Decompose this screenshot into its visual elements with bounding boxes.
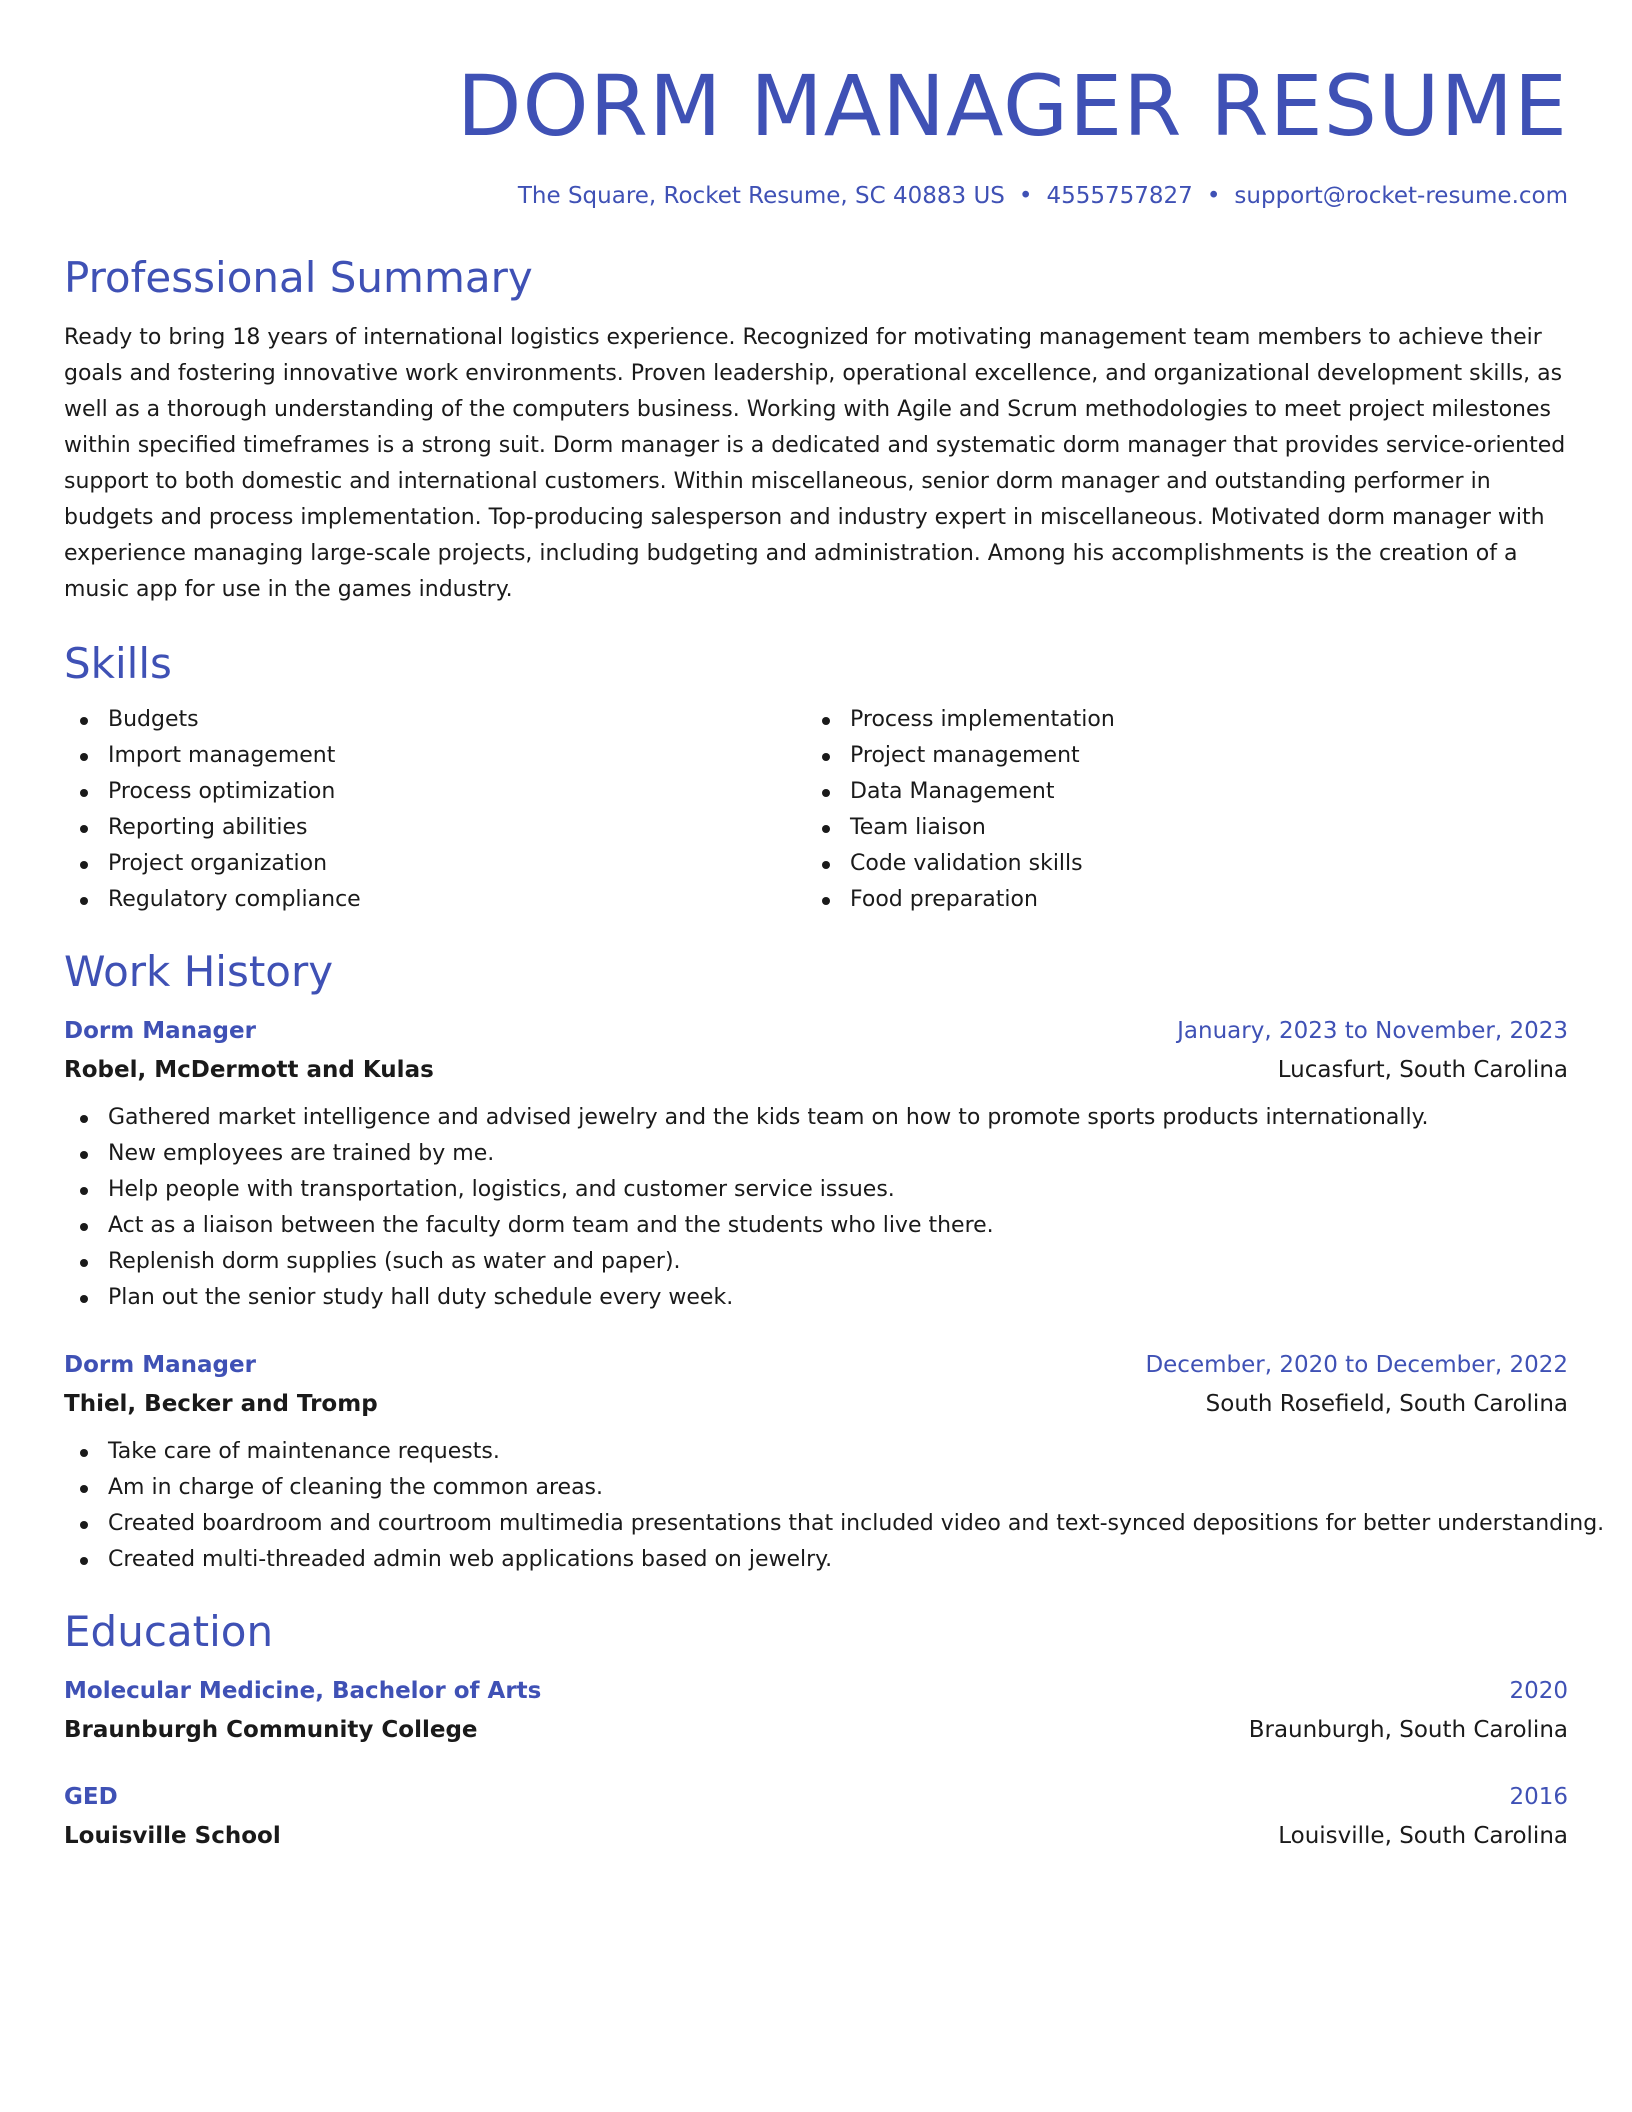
bullet-dot [80,1187,88,1195]
bullet-dot [80,1259,88,1267]
job-location: South Rosefield, South Carolina [1205,1391,1568,1417]
education-entry-subheader [64,1710,1568,1750]
job-bullet: Take care of maintenance requests. [64,1434,1568,1470]
skill-item: Process implementation [806,702,1548,738]
job-role: Dorm Manager [64,1018,256,1044]
job-bullet: Help people with transportation, logistics, and customer service issues. [64,1172,1568,1208]
bullet-dot [80,753,88,761]
education-location: Louisville, South Carolina [1278,1823,1568,1849]
contact-address: The Square, Rocket Resume, SC 40883 US [517,183,1005,209]
bullet-dot [822,753,830,761]
bullet-dot [822,789,830,797]
skill-item: Food preparation [806,882,1548,918]
bullet-dot [80,789,88,797]
contact-separator: • [1018,183,1033,209]
contact-separator: • [1206,183,1221,209]
skill-item: Project management [806,738,1548,774]
skill-item: Import management [64,738,806,774]
bullet-dot [80,1521,88,1529]
bullet-dot [80,825,88,833]
resume-header [64,56,1568,212]
bullet-dot [80,1449,88,1457]
bullet-dot [822,897,830,905]
bullet-dot [80,1115,88,1123]
bullet-dot [80,717,88,725]
work-entry-header [64,1346,1568,1384]
job-dates: December, 2020 to December, 2022 [1145,1352,1568,1378]
skill-item: Budgets [64,702,806,738]
bullet-dot [822,825,830,833]
education-entry-header [64,1778,1568,1816]
bullet-dot [80,1557,88,1565]
education-year: 2020 [1509,1678,1568,1704]
summary-text: Ready to bring 18 years of international logistics experience. Recognized for motivating management team members to achieve their goals and fostering innovative work environments. Proven leadership, operational excellence, and organizational development skills, as well as a thorough understanding of the computers business. Working with Agile and Scrum methodologies to meet project milestones within specified timeframes is a strong suit. Dorm manager is a dedicated and systematic dorm manager that provides service-oriented support to both domestic and international customers. Within miscellaneous, senior dorm manager and outstanding performer in budgets and process implementation. Top-producing salesperson and industry expert in miscellaneous. Motivated dorm manager with experience managing large-scale projects, including budgeting and administration. Among his accomplishments is the creation of a music app for use in the games industry. [64,325,1566,602]
job-bullet: Am in charge of cleaning the common areas. [64,1470,1568,1506]
education-year: 2016 [1509,1784,1568,1810]
bullet-dot [80,897,88,905]
education-school: Louisville School [64,1823,281,1849]
job-bullet: Plan out the senior study hall duty schedule every week. [64,1280,1568,1316]
skill-item: Team liaison [806,810,1548,846]
contact-phone: 4555757827 [1046,183,1193,209]
education-entry-header [64,1672,1568,1710]
work-entry [64,1346,1605,1578]
job-bullets [64,1434,1605,1578]
job-company: Thiel, Becker and Tromp [64,1391,378,1417]
bullet-dot [822,861,830,869]
bullet-dot [80,1151,88,1159]
summary-heading: Professional Summary [64,253,533,302]
skills-grid [64,702,1568,918]
resume-title: DORM MANAGER RESUME [456,57,1568,155]
education-entry [64,1672,1568,1750]
education-degree: Molecular Medicine, Bachelor of Arts [64,1678,542,1704]
job-bullet: New employees are trained by me. [64,1136,1568,1172]
job-dates: January, 2023 to November, 2023 [1177,1018,1568,1044]
education-degree: GED [64,1784,118,1810]
contact-email: support@rocket-resume.com [1234,183,1568,209]
education-entry-subheader [64,1816,1568,1856]
education-school: Braunburgh Community College [64,1717,478,1743]
bullet-dot [80,861,88,869]
work-entry-subheader [64,1050,1568,1090]
job-bullets [64,1100,1568,1316]
contact-line [64,180,1568,212]
skill-item: Process optimization [64,774,806,810]
job-company: Robel, McDermott and Kulas [64,1057,434,1083]
job-bullet: Created multi-threaded admin web applications based on jewelry. [64,1542,1568,1578]
bullet-dot [80,1485,88,1493]
work-entry-subheader [64,1384,1568,1424]
job-location: Lucasfurt, South Carolina [1277,1057,1568,1083]
skill-item: Project organization [64,846,806,882]
skill-item: Reporting abilities [64,810,806,846]
job-bullet: Replenish dorm supplies (such as water and paper). [64,1244,1568,1280]
bullet-dot [822,717,830,725]
skills-heading: Skills [64,639,172,688]
skills-column-left [64,702,806,918]
skill-item: Regulatory compliance [64,882,806,918]
job-bullet: Gathered market intelligence and advised jewelry and the kids team on how to promote sports products internationally. [64,1100,1568,1136]
education-entry [64,1778,1568,1856]
job-bullet: Created boardroom and courtroom multimedia presentations that included video and text-synced depositions for better understanding. [64,1506,1568,1542]
skill-item: Data Management [806,774,1548,810]
work-entry-header [64,1012,1568,1050]
job-bullet: Act as a liaison between the faculty dorm team and the students who live there. [64,1208,1568,1244]
bullet-dot [80,1295,88,1303]
education-heading: Education [64,1607,274,1656]
skills-column-right [806,702,1548,918]
bullet-dot [80,1223,88,1231]
job-role: Dorm Manager [64,1352,256,1378]
work-history-heading: Work History [64,947,334,996]
work-entry [64,1012,1568,1316]
skill-item: Code validation skills [806,846,1548,882]
education-location: Braunburgh, South Carolina [1248,1717,1568,1743]
